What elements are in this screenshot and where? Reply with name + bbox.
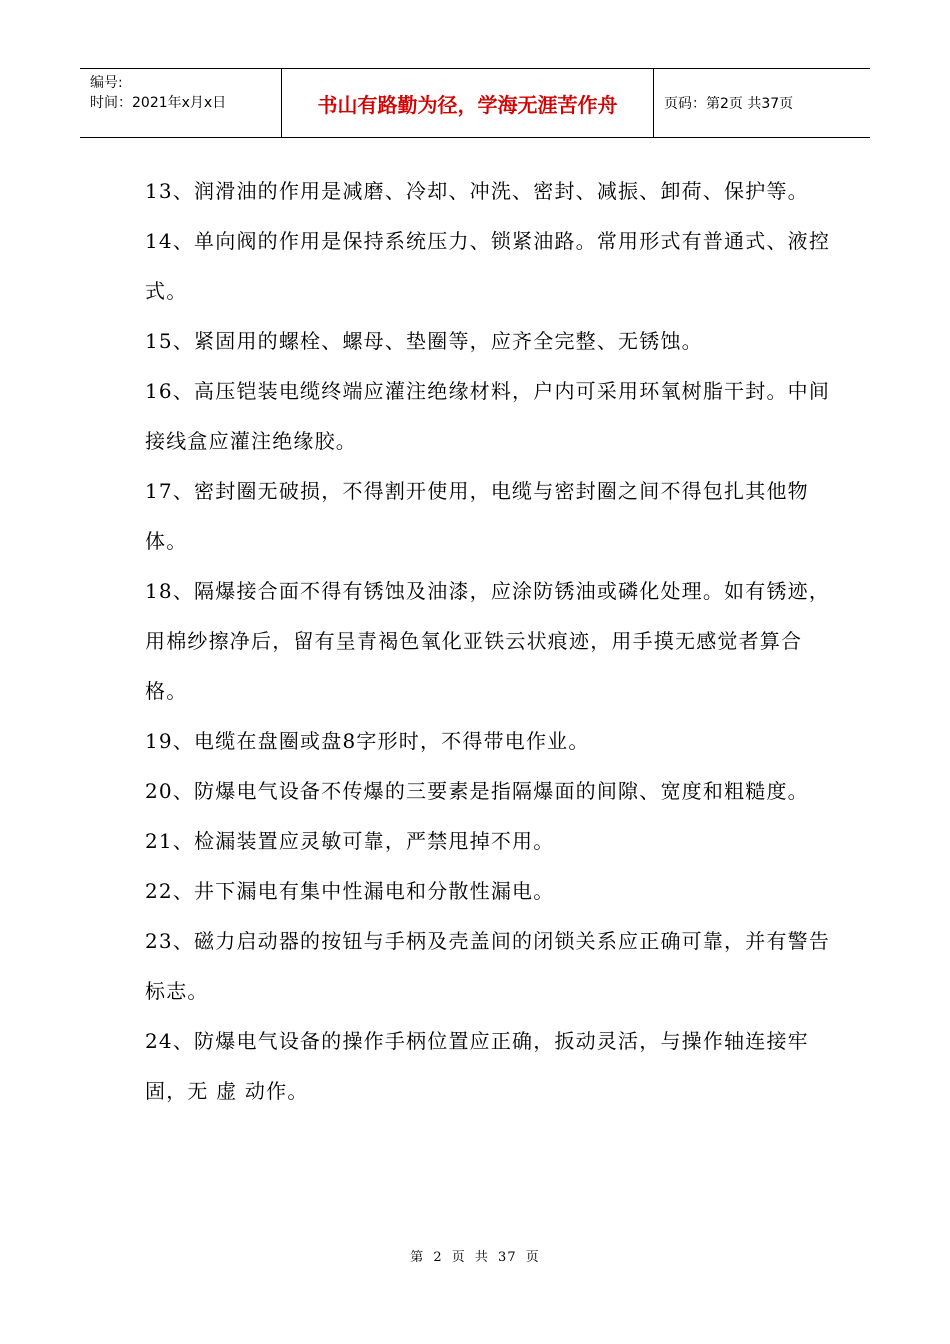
header-motto: 书山有路勤为径，学海无涯苦作舟: [282, 69, 654, 137]
list-item: 16、高压铠装电缆终端应灌注绝缘材料，户内可采用环氧树脂干封。中间接线盒应灌注绝缘胶。: [145, 379, 831, 453]
document-time-label: 时间：2021年x月x日: [90, 95, 227, 111]
list-item: 19、电缆在盘圈或盘8字形时，不得带电作业。: [145, 729, 590, 753]
list-item: 21、检漏装置应灵敏可靠，严禁甩掉不用。: [145, 829, 555, 853]
header-meta: [80, 69, 282, 137]
list-item: 18、隔爆接合面不得有锈蚀及油漆，应涂防锈油或磷化处理。如有锈迹，用棉纱擦净后，留有呈青褐色氧化亚铁云状痕迹，用手摸无感觉者算合格。: [145, 579, 831, 703]
document-body: [145, 166, 835, 1116]
list-item: 20、防爆电气设备不传爆的三要素是指隔爆面的间隙、宽度和粗糙度。: [145, 779, 809, 803]
page-footer: 第 2 页 共 37 页: [410, 1250, 540, 1265]
list-item: 15、紧固用的螺栓、螺母、垫圈等，应齐全完整、无锈蚀。: [145, 329, 703, 353]
page-header: [80, 68, 870, 138]
list-item: 14、单向阀的作用是保持系统压力、锁紧油路。常用形式有普通式、液控式。: [145, 229, 831, 303]
list-item: 23、磁力启动器的按钮与手柄及壳盖间的闭锁关系应正确可靠，并有警告标志。: [145, 929, 831, 1003]
list-item: 17、密封圈无破损，不得割开使用，电缆与密封圈之间不得包扎其他物体。: [145, 479, 809, 553]
document-number-label: 编号:: [90, 75, 123, 91]
list-item: 13、润滑油的作用是减磨、冷却、冲洗、密封、减振、卸荷、保护等。: [145, 179, 809, 203]
header-page-info: 页码：第2页 共37页: [664, 96, 794, 112]
list-item: 24、防爆电气设备的操作手柄位置应正确，扳动灵活，与操作轴连接牢固，无 虚 动作。: [145, 1029, 809, 1103]
list-item: 22、井下漏电有集中性漏电和分散性漏电。: [145, 879, 555, 903]
